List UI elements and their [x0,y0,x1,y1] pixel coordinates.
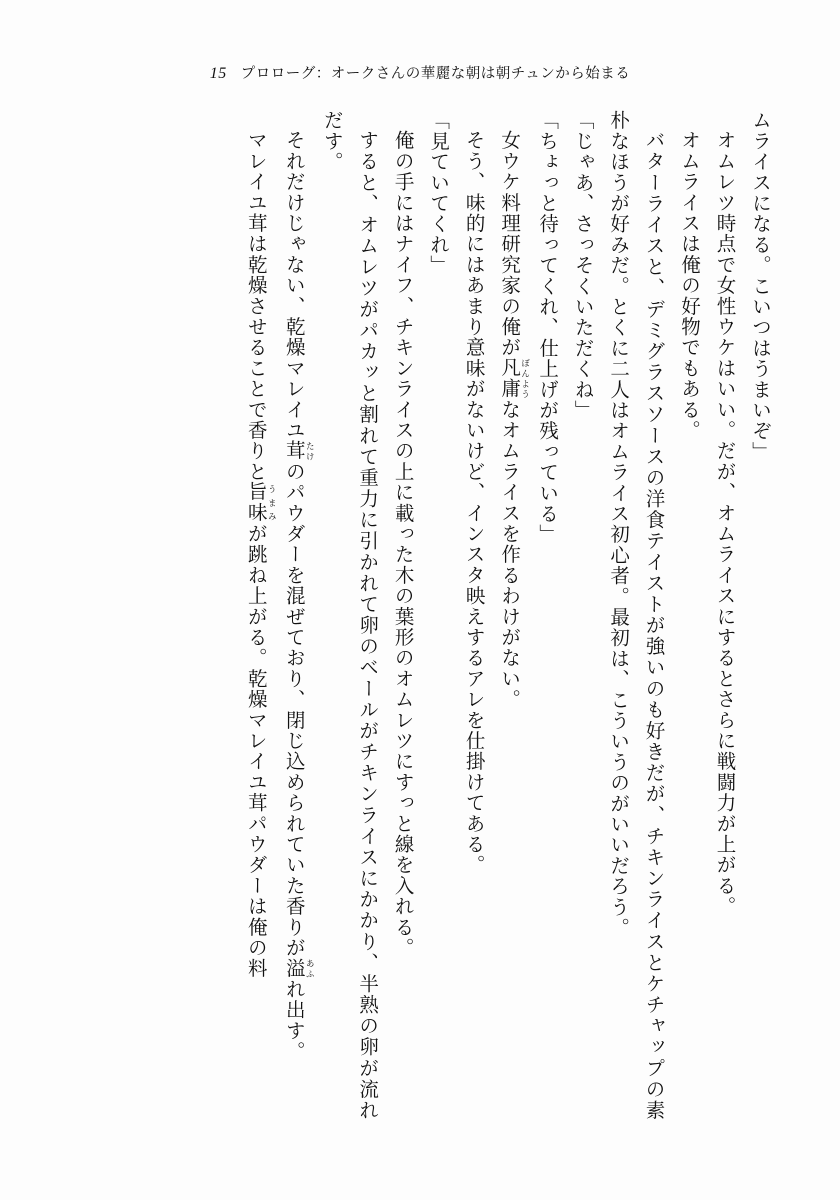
ruby-annotation: 凡庸ぼんよう [498,357,530,399]
ruby-annotation: 茸たけ [282,440,315,461]
running-head [0,62,840,83]
paragraph-text-segment: 女ウケ料理研究家の俺が凡庸ぼんようなオムライスを作るわけがない。 [498,129,530,710]
ruby-annotation: 溢あふ [282,957,315,979]
paragraph: すると、オムレツがパカッと割れて重力に引かれて卵のベールがチキンライスにかかり、半熟の卵が流れだす。 [320,110,380,1120]
paragraph: オムレツ時点で女性ウケはいい。だが、オムライスにするとさらに戦闘力が上がる。 [713,129,737,917]
paragraph-dialogue: 「じゃあ、さっそくいただくね」 [571,110,595,421]
paragraph: 俺の手にはナイフ、チキンライスの上に載った木の葉形のオムレツにすっと線を入れる。 [391,129,415,958]
paragraph-text-segment: それだけじゃない、乾燥マレイユ茸たけのパウダーを混ぜており、閉じ込められていた香りが溢あふれ出す。 [282,129,315,1062]
paragraph-with-ruby [238,110,276,1120]
paragraph-text-segment: マレイユ茸は乾燥させることで香りと旨味うまみが跳ね上がる。乾燥マレイユ茸パウダーは俺の料 [244,129,277,979]
paragraph: ムライスになる。こいつはうまいぞ」 [749,110,772,462]
body-text [66,110,778,1120]
paragraph: そう、味的にはあまり意味がないけど、インスタ映えするアレを仕掛けてある。 [462,129,486,875]
chapter-title: プロローグ：オークさんの華麗な朝は朝チュンから始まる [240,66,631,82]
paragraph: オムライスは俺の好物でもある。 [678,129,702,440]
paragraph-dialogue: 「見ていてくれ」 [427,110,451,276]
ruby-annotation: 旨味うまみ [244,481,277,523]
paragraph-dialogue: 「ちょっと待ってくれ、仕上げが残っている」 [536,110,560,545]
page-number: 15 [209,65,227,82]
paragraph-with-ruby [276,110,314,1120]
paragraph: バターライスと、デミグラスソースの洋食テイストが強いのも好きだが、チキンライスとケチャップの素朴なほうが好みだ。とくに二人はオムライス初心者。最初は、こういうのがいいだろう。 [607,110,666,1120]
paragraph-with-ruby [492,110,530,1120]
